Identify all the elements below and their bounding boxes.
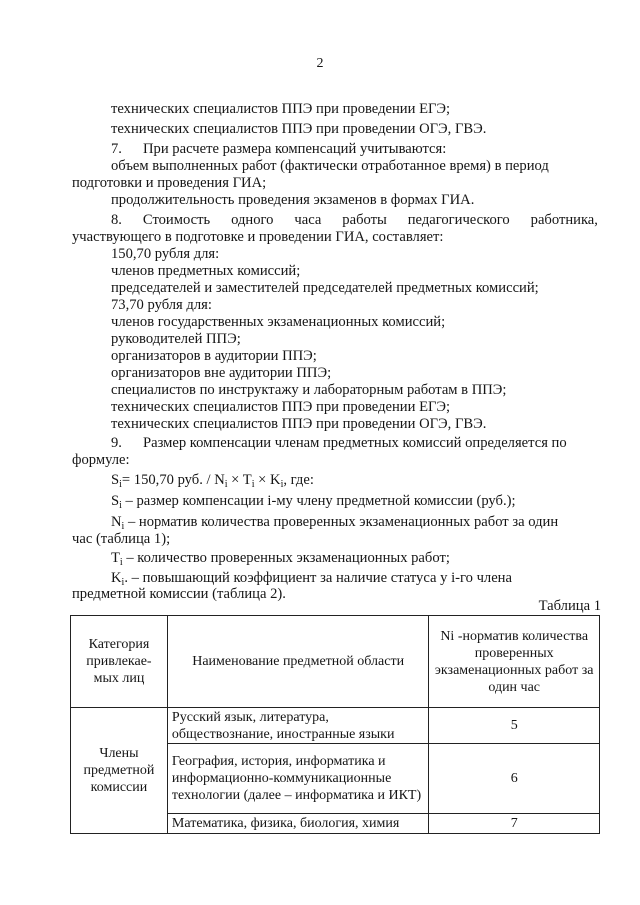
text-line: формуле: xyxy=(72,452,130,468)
definition-k: $K_i$. – повышающий коэффициент за наличие статуса у i-го члена xyxy=(111,570,512,588)
paragraph-8-line xyxy=(111,212,598,229)
paragraph-number: 7. xyxy=(111,141,122,157)
norm-cell: 6 xyxy=(429,744,600,814)
definition-s: $S_i$ – размер компенсации i-му члену предметной комиссии (руб.); xyxy=(111,493,516,511)
text-line: объем выполненных работ (фактически отработанное время) в период xyxy=(111,158,549,174)
word: Стоимость xyxy=(142,212,211,228)
norm-cell: 5 xyxy=(429,708,600,744)
paragraph-text: При расчете размера компенсаций учитываются: xyxy=(143,141,447,157)
group-label: Члены предметной комиссии xyxy=(71,708,168,834)
paragraph-7 xyxy=(111,141,446,158)
norm-cell: 7 xyxy=(429,814,600,834)
list-item: организаторов вне аудитории ППЭ; xyxy=(111,365,332,381)
text-line: участвующего в подготовке и проведении ГИА, составляет: xyxy=(72,229,444,245)
text-line: подготовки и проведения ГИА; xyxy=(72,175,267,191)
subject-cell: Математика, физика, биология, химия xyxy=(167,814,428,834)
table-header-row xyxy=(71,616,600,708)
table-caption: Таблица 1 xyxy=(538,598,601,614)
price-line: 150,70 рубля для: xyxy=(111,246,220,262)
word: часа xyxy=(294,212,322,228)
definition-n: $N_i$ – норматив количества проверенных экзаменационных работ за один xyxy=(111,514,559,532)
list-item: специалистов по инструктажу и лабораторным работам в ППЭ; xyxy=(111,382,507,398)
header-category: Категория привлекае-мых лиц xyxy=(71,616,168,708)
text-line: предметной комиссии (таблица 2). xyxy=(72,586,286,602)
subject-cell: Русский язык, литература, обществознание, иностранные языки xyxy=(167,708,428,744)
list-item: организаторов в аудитории ППЭ; xyxy=(111,348,317,364)
header-subject: Наименование предметной области xyxy=(167,616,428,708)
paragraph-9 xyxy=(111,435,598,452)
page-number: 2 xyxy=(316,56,324,71)
text-line: час (таблица 1); xyxy=(72,531,171,547)
list-item: руководителей ППЭ; xyxy=(111,331,241,347)
text-line: технических специалистов ППЭ при проведении ЕГЭ; xyxy=(111,101,451,117)
word: 8. xyxy=(111,212,122,228)
list-item: технических специалистов ППЭ при проведении ЕГЭ; xyxy=(111,399,451,415)
word: работника, xyxy=(530,212,598,228)
list-item: председателей и заместителей председателей предметных комиссий; xyxy=(111,280,539,296)
definition-t: $T_i$ – количество проверенных экзаменационных работ; xyxy=(111,550,450,568)
list-item: технических специалистов ППЭ при проведении ОГЭ, ГВЭ. xyxy=(111,416,487,432)
table-row xyxy=(71,708,600,744)
text-line: технических специалистов ППЭ при проведении ОГЭ, ГВЭ. xyxy=(111,121,487,137)
word: одного xyxy=(231,212,274,228)
list-item: членов государственных экзаменационных комиссий; xyxy=(111,314,446,330)
norms-table xyxy=(70,615,600,834)
word: работы xyxy=(342,212,387,228)
subject-cell: География, история, информатика и информационно-коммуникационные технологии (далее – информатика и ИКТ) xyxy=(167,744,428,814)
header-norm: Ni -норматив количества проверенных экзаменационных работ за один час xyxy=(429,616,600,708)
price-line: 73,70 рубля для: xyxy=(111,297,212,313)
word: педагогического xyxy=(407,212,510,228)
formula: $S_i= 150,70$ руб. / $N_i \times T_i \times K_i$, где: xyxy=(111,472,314,490)
paragraph-number: 9. xyxy=(111,435,122,451)
list-item: членов предметных комиссий; xyxy=(111,263,301,279)
paragraph-text: Размер компенсации членам предметных комиссий определяется по xyxy=(143,435,567,451)
text-line: продолжительность проведения экзаменов в формах ГИА. xyxy=(111,192,475,208)
